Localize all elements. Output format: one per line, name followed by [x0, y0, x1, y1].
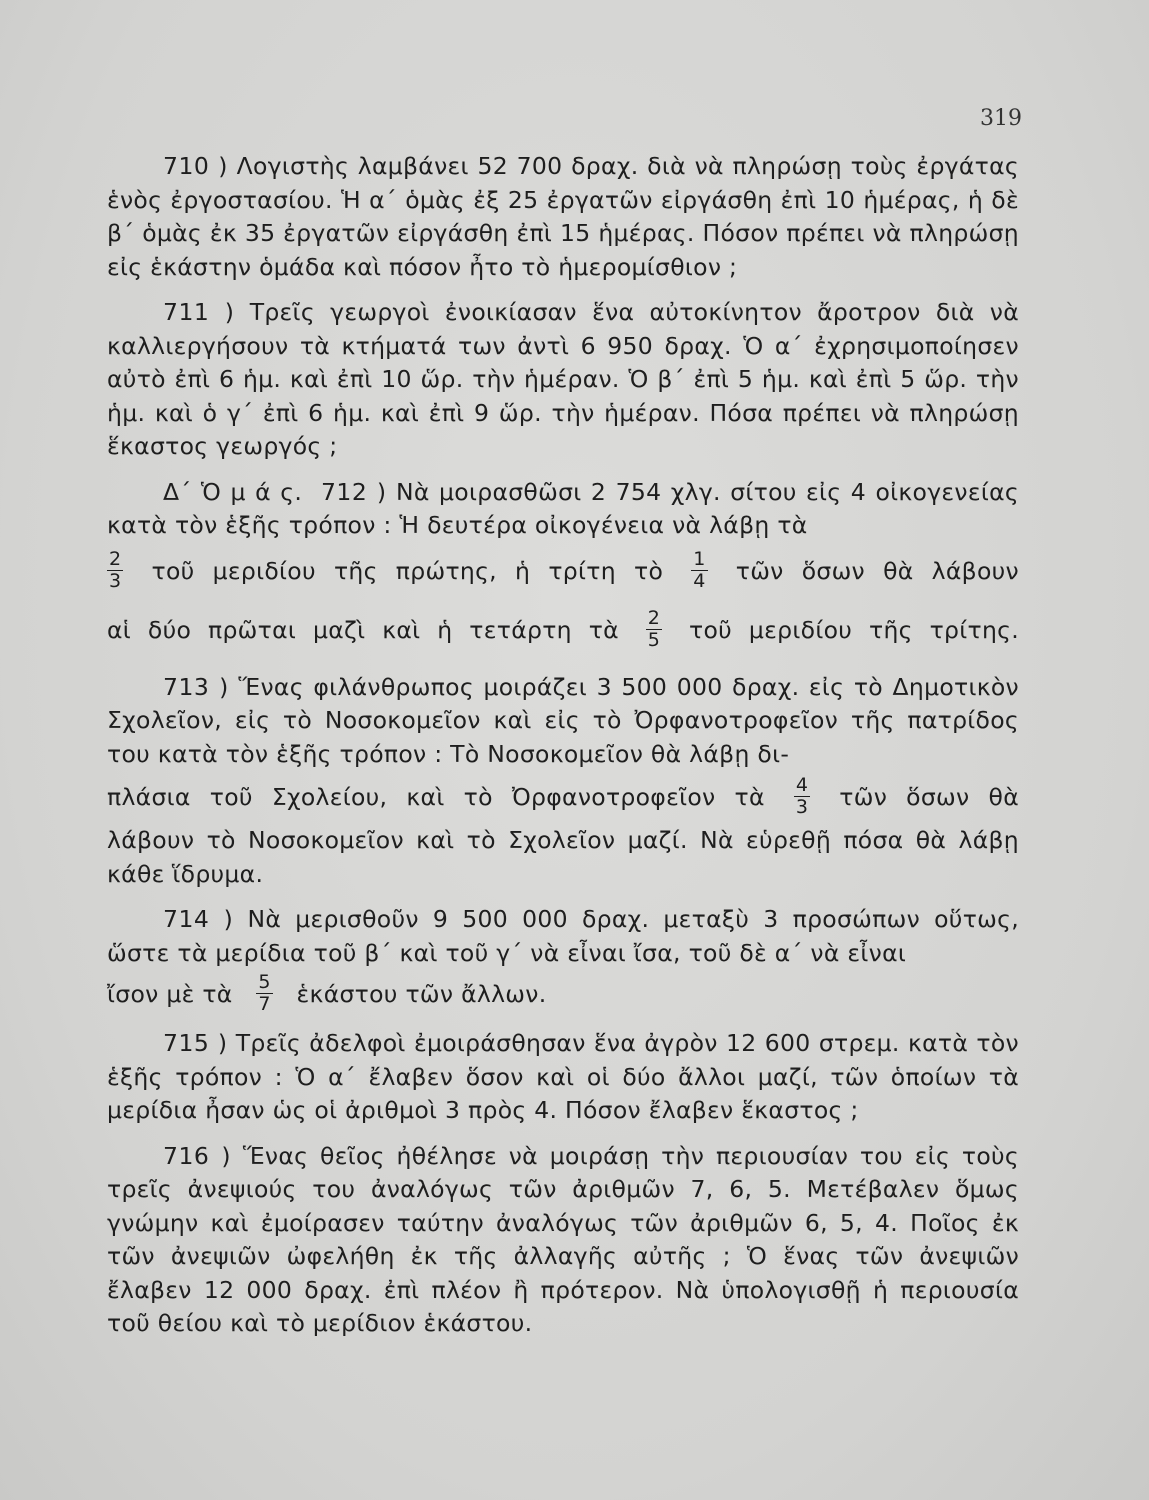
problem-text: αἱ δύο πρῶται μαζὶ καὶ ἡ τετάρτη τὰ: [107, 615, 619, 644]
problem-text: Ἕνας θεῖος ἠθέλησε νὰ μοιράσῃ τὴν περιουσίαν του εἰς τοὺς τρεῖς ἀνεψιούς του ἀναλόγως τῶν ἀριθμῶν 7, 6, 5. Μετέβαλεν ὅμως γνώμην καὶ ἐμοίρασεν ταύτην ἀναλόγως τῶν ἀριθμῶν 6, 5, 4. Ποῖος ἐκ τῶν ἀνεψιῶν ὠφελήθη ἐκ τῆς ἀλλαγῆς αὐτῆς ; Ὁ ἕνας τῶν ἀνεψιῶν ἔλαβεν 12 000 δραχ. ἐπὶ πλέον ἢ πρότερον. Νὰ ὑπολογισθῇ ἡ περιουσία τοῦ θείου καὶ τὸ μερίδιον ἑκάστου.: [107, 1141, 1019, 1337]
problem-text: Νὰ μοιρασθῶσι 2 754 χλγ. σίτου εἰς 4 οἰκογενείας κατὰ τὸν ἑξῆς τρόπον : Ἡ δευτέρα οἰκογένεια νὰ λάβῃ τὰ: [107, 477, 1019, 539]
page-number: 319: [980, 106, 1022, 131]
fraction-numerator: 2: [647, 606, 661, 629]
problem-number: 712 ): [320, 477, 387, 506]
fraction-denominator: 3: [795, 796, 809, 818]
problem-713: [107, 671, 1019, 772]
fraction-numerator: 2: [109, 547, 122, 570]
problem-number: 710 ): [163, 152, 228, 180]
problem-text: τοῦ μεριδίου τῆς τρίτης.: [689, 615, 1020, 644]
fraction-numerator: 1: [693, 547, 706, 570]
problem-text: Νὰ μερισθοῦν 9 500 000 δραχ. μεταξὺ 3 προσώπων οὕτως, ὥστε τὰ μερίδια τοῦ β΄ καὶ τοῦ γ΄ νὰ εἶναι ἴσα, τοῦ δὲ α΄ νὰ εἶναι: [107, 905, 1019, 967]
problem-714-fraction-line: [107, 972, 1019, 1017]
problem-text: Τρεῖς γεωργοὶ ἐνοικίασαν ἕνα αὐτοκίνητον ἄροτρον διὰ νὰ καλλιεργήσουν τὰ κτήματά των ἀντὶ 6 950 δραχ. Ὁ α΄ ἐχρησιμοποίησεν αὐτὸ ἐπὶ 6 ἡμ. καὶ ἐπὶ 10 ὥρ. τὴν ἡμέραν. Ὁ β΄ ἐπὶ 5 ἡμ. καὶ ἐπὶ 5 ὥρ. τὴν ἡμ. καὶ ὁ γ΄ ἐπὶ 6 ἡμ. καὶ ἐπὶ 9 ὥρ. τὴν ἡμέραν. Πόσα πρέπει νὰ πληρώσῃ ἕκαστος γεωργός ;: [107, 298, 1019, 460]
fraction-numerator: 5: [258, 971, 271, 993]
problem-716: [107, 1140, 1019, 1341]
problem-text: Τρεῖς ἀδελφοὶ ἐμοιράσθησαν ἕνα ἀγρὸν 12 600 στρεμ. κατὰ τὸν ἑξῆς τρόπον : Ὁ α΄ ἔλαβεν ὅσον καὶ οἱ δύο ἄλλοι μαζί, τῶν ὁποίων τὰ μερίδια ἦσαν ὡς οἱ ἀριθμοὶ 3 πρὸς 4. Πόσον ἔλαβεν ἕκαστος ;: [107, 1029, 1019, 1124]
fraction-denominator: 3: [109, 569, 122, 592]
problem-text: πλάσια τοῦ Σχολείου, καὶ τὸ Ὀρφανοτροφεῖον τὰ: [107, 783, 765, 811]
fraction: [107, 549, 123, 592]
fraction-denominator: 4: [693, 569, 706, 592]
problem-713-continued: [107, 824, 1019, 891]
problem-714: [107, 903, 1019, 970]
problem-text: ἴσον μὲ τὰ: [107, 980, 233, 1008]
problem-712: [107, 476, 1019, 543]
problem-text: ἑκάστου τῶν ἄλλων.: [296, 980, 547, 1008]
problem-number: 714 ): [163, 905, 234, 933]
problem-text: τῶν ὅσων θὰ: [839, 783, 1019, 811]
fraction: [691, 549, 707, 592]
fraction: [646, 608, 662, 651]
fraction: [794, 775, 810, 818]
problem-number: 715 ): [163, 1029, 228, 1057]
problem-number: 711 ): [163, 298, 235, 326]
problem-text: Λογιστὴς λαμβάνει 52 700 δραχ. διὰ νὰ πληρώσῃ τοὺς ἐργάτας ἑνὸς ἐργοστασίου. Ἡ α΄ ὁμὰς ἐξ 25 ἐργατῶν εἰργάσθη ἐπὶ 10 ἡμέρας, ἡ δὲ β΄ ὁμὰς ἐκ 35 ἐργατῶν εἰργάσθη ἐπὶ 15 ἡμέρας. Πόσον πρέπει νὰ πληρώσῃ εἰς ἑκάστην ὁμάδα καὶ πόσον ἦτο τὸ ἡμερομίσθιον ;: [107, 152, 1019, 281]
fraction-numerator: 4: [795, 774, 809, 796]
problem-713-fraction-line: [107, 775, 1019, 820]
problem-text: τοῦ μεριδίου τῆς πρώτης, ἡ τρίτη τὸ: [151, 556, 664, 585]
problem-712-fraction-line-2: [107, 608, 1019, 653]
fraction-denominator: 7: [258, 993, 271, 1015]
problem-715: [107, 1027, 1019, 1128]
problem-712-fraction-line-1: [107, 549, 1019, 594]
section-heading: Δ΄ Ὁ μ ά ς.: [163, 477, 303, 506]
problem-711: [107, 296, 1019, 464]
page-content: [107, 150, 1019, 1353]
problem-number: 713 ): [163, 672, 229, 701]
problem-710: [107, 150, 1019, 284]
fraction-denominator: 5: [647, 628, 661, 651]
problem-text: Ἕνας φιλάνθρωπος μοιράζει 3 500 000 δραχ. εἰς τὸ Δημοτικὸν Σχολεῖον, εἰς τὸ Νοσοκομεῖον καὶ εἰς τὸ Ὀρφανοτροφεῖον τῆς πατρίδος του κατὰ τὸν ἑξῆς τρόπον : Τὸ Νοσοκομεῖον θὰ λάβῃ δι-: [107, 672, 1019, 768]
fraction: [256, 972, 272, 1015]
problem-text: τῶν ὅσων θὰ λάβουν: [735, 556, 1019, 585]
problem-number: 716 ): [163, 1141, 232, 1170]
problem-text: λάβουν τὸ Νοσοκομεῖον καὶ τὸ Σχολεῖον μαζί. Νὰ εὑρεθῇ πόσα θὰ λάβῃ κάθε ἵδρυμα.: [107, 826, 1019, 888]
